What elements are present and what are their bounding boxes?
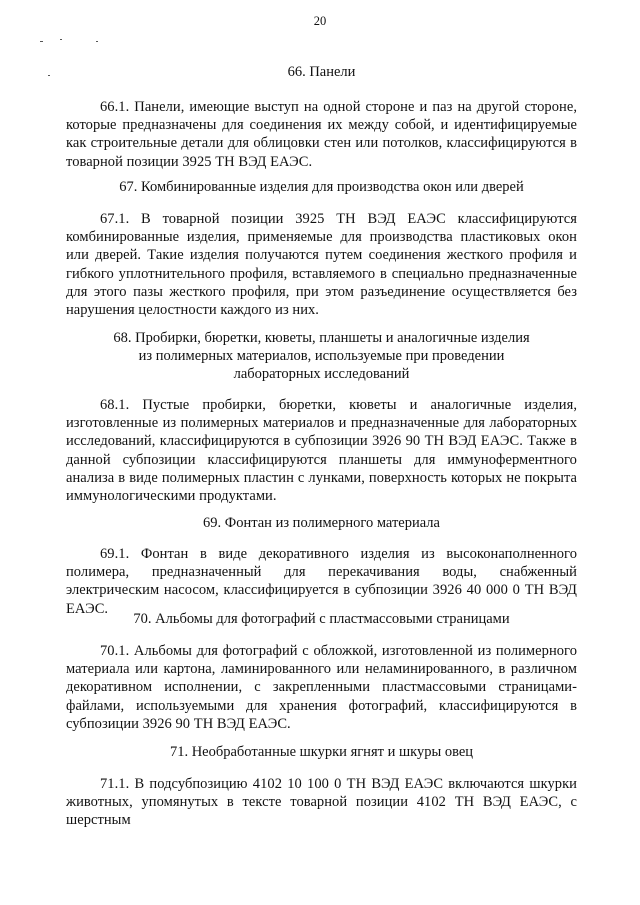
scan-speck	[60, 39, 62, 40]
section-paragraph-69: 69.1. Фонтан в виде декоративного изделия из высоконаполненного полимера, предназначенный для перекачивания воды, снабженный электрическим насосом, классифицируется в субпозиции 3926 40 000 0 ТН ВЭД ЕАЭС.	[66, 546, 577, 617]
section-heading-71: 71. Необработанные шкурки ягнят и шкуры овец	[169, 744, 474, 760]
section-heading-67: 67. Комбинированные изделия для производства окон или дверей	[119, 179, 524, 195]
section-heading-68-line-1: 68. Пробирки, бюретки, кюветы, планшеты и аналогичные изделия	[113, 330, 530, 346]
section-paragraph-66: 66.1. Панели, имеющие выступ на одной стороне и паз на другой стороне, которые предназначены для соединения их между собой, и идентифицируемые как строительные детали для облицовки стен или потолков, классифицируются в товарной позиции 3925 ТН ВЭД ЕАЭС.	[66, 99, 577, 170]
section-paragraph-70: 70.1. Альбомы для фотографий с обложкой, изготовленной из полимерного материала или картона, ламинированного или неламинированного, в различном декоративном исполнении, с закрепленными пластмассовыми страницами-файлами, используемыми для хранения фотографий, классифицируются в субпозиции 3926 90 ТН ВЭД ЕАЭС.	[66, 643, 577, 732]
scan-speck	[96, 41, 98, 42]
section-heading-68	[66, 329, 577, 383]
section-heading-69: 69. Фонтан из полимерного материала	[203, 515, 440, 531]
scan-speck	[48, 75, 50, 76]
section-paragraph-68: 68.1. Пустые пробирки, бюретки, кюветы и аналогичные изделия, изготовленные из полимерных материалов и предназначенные для лабораторных исследований, классифицируются в субпозиции 3926 90 ТН ВЭД ЕАЭС. Также в данной субпозиции классифицируются планшеты для иммуноферментного анализа в виде полимерных пластин с лунками, поверхность которых не покрыта иммунологическими продуктами.	[66, 397, 577, 505]
section-heading-68-line-2: из полимерных материалов, используемые при проведении	[138, 348, 505, 364]
section-paragraph-67: 67.1. В товарной позиции 3925 ТН ВЭД ЕАЭС классифицируются комбинированные изделия, применяемые для производства пластиковых окон или дверей. Такие изделия получаются путем соединения жесткого профиля и гибкого уплотнительного профиля, вставляемого в специально предназначенные для этого пазы жесткого профиля, при этом разъединение осуществляется без нарушения целостности каждого из них.	[66, 211, 577, 319]
section-heading-66: 66. Панели	[287, 64, 356, 80]
section-heading-70: 70. Альбомы для фотографий с пластмассовыми страницами	[133, 611, 510, 627]
section-heading-68-line-3: лабораторных исследований	[233, 366, 410, 382]
section-paragraph-71: 71.1. В подсубпозицию 4102 10 100 0 ТН ВЭД ЕАЭС включаются шкурки животных, упомянутых в тексте товарной позиции 4102 ТН ВЭД ЕАЭС, с шерстным	[66, 776, 577, 829]
page-number: 20	[313, 14, 327, 28]
scan-speck	[40, 41, 43, 42]
